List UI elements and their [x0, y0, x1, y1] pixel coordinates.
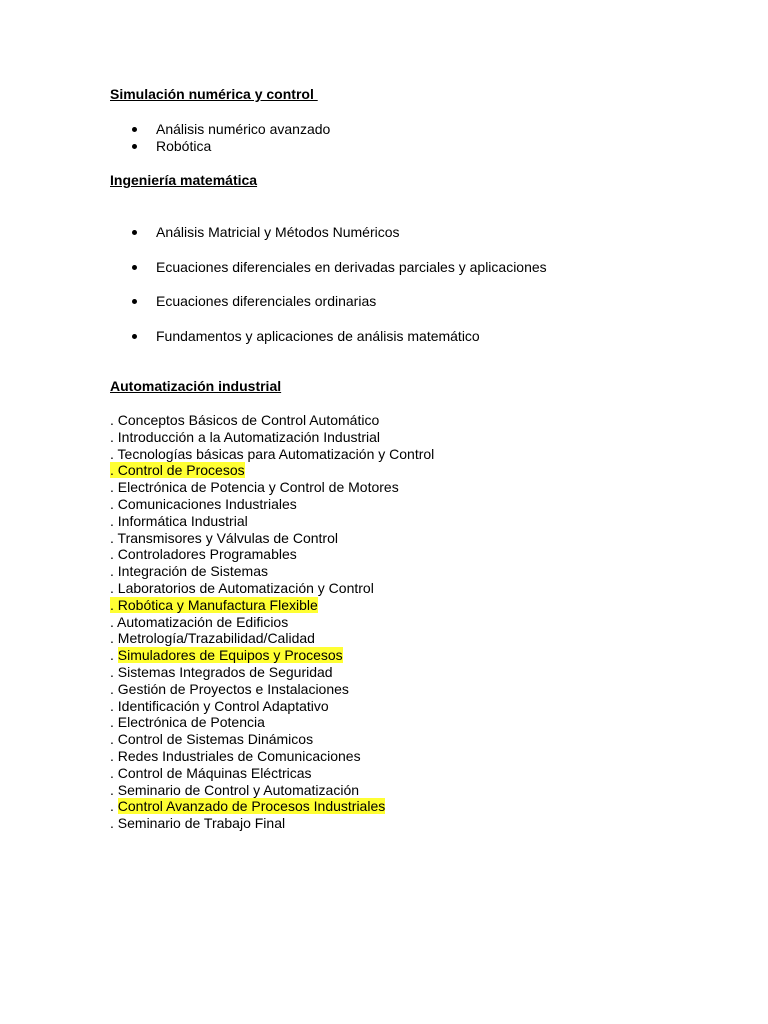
course-text	[110, 513, 248, 529]
course-text	[110, 446, 434, 462]
course-item	[110, 731, 434, 748]
course-text	[110, 681, 349, 697]
bullet-icon	[132, 265, 137, 270]
course-label: Control Avanzado de Procesos Industriales	[117, 798, 386, 815]
course-label: Conceptos Básicos de Control Automático	[117, 412, 380, 428]
course-item	[110, 664, 434, 681]
course-text	[110, 815, 285, 831]
course-prefix: .	[110, 495, 118, 512]
course-item	[110, 647, 434, 664]
section-heading-ingenieria: Ingeniería matemática	[110, 172, 258, 188]
course-text	[110, 479, 399, 495]
course-label: Gestión de Proyectos e Instalaciones	[117, 680, 349, 697]
course-prefix: .	[110, 613, 118, 630]
course-item	[110, 698, 434, 715]
course-prefix: .	[110, 647, 118, 664]
course-prefix: .	[110, 479, 118, 496]
course-item	[110, 546, 434, 563]
course-prefix: .	[110, 798, 118, 815]
course-label: Introducción a la Automatización Industrial	[117, 428, 381, 445]
course-text	[110, 530, 338, 546]
course-label: Seminario de Trabajo Final	[117, 815, 286, 832]
course-item	[110, 580, 434, 597]
document-page: Simulación numérica y control Análisis numérico avanzado Robótica Ingeniería matemática Análisis Matricial y Métodos Numéricos Ecuaciones diferenciales en derivadas parciales y aplicaciones Ecuaciones diferenciales ordinarias Fundamentos y aplicaciones de análisis matemático Automatización industrial . Conceptos Básicos de Control Automático . Introducción a la Automatización Industrial . Tecnologías básicas para Automatización y Control . Control de Procesos . Electrónica de Potencia y Control de Motores . Comunicaciones Industriales . Informática Industrial . Transmisores y Válvulas de Control . Controladores Programables . Integración de Sistemas . Laboratorios de Automatización y Control . Robótica y Manufactura Flexible . Automatización de Edificios . Metrología/Trazabilidad/Calidad . Simuladores de Equipos y Procesos . Sistemas Integrados de Seguridad . Gestión de Proyectos e Instalaciones . Identificación y Control Adaptativo . Electrónica de Potencia . Control de Sistemas Dinámicos . Redes Industriales de Comunicaciones . Control de Máquinas Eléctricas . Seminario de Control y Automatización . Control Avanzado de Procesos Industriales . Seminario de Trabajo Final	[110, 86, 547, 832]
course-item	[110, 782, 434, 799]
course-item	[110, 530, 434, 547]
course-text	[110, 429, 380, 445]
course-prefix: .	[110, 428, 118, 445]
course-prefix: .	[110, 579, 118, 596]
course-prefix: .	[110, 512, 118, 529]
bullet-icon	[132, 127, 137, 132]
course-label: Automatización de Edificios	[117, 613, 289, 630]
course-item	[110, 748, 434, 765]
course-text	[110, 731, 313, 747]
course-label: Redes Industriales de Comunicaciones	[117, 747, 361, 764]
course-prefix: .	[110, 630, 118, 647]
bullet-icon	[132, 144, 137, 149]
course-text	[110, 546, 297, 562]
course-label: Informática Industrial	[117, 512, 248, 529]
course-item	[110, 815, 434, 832]
course-highlight	[110, 462, 245, 478]
automatizacion-course-list	[110, 412, 434, 832]
bullet-icon	[132, 299, 137, 304]
course-prefix: .	[110, 445, 118, 462]
course-text	[110, 765, 312, 781]
course-prefix: .	[110, 546, 118, 563]
course-label: Comunicaciones Industriales	[117, 495, 297, 512]
course-prefix: .	[110, 747, 118, 764]
bullet-icon	[132, 230, 137, 235]
course-label: Sistemas Integrados de Seguridad	[117, 663, 333, 680]
course-prefix: .	[110, 462, 118, 479]
course-label: Integración de Sistemas	[117, 563, 268, 580]
course-text	[110, 496, 297, 512]
course-label: Controladores Programables	[117, 546, 297, 563]
course-text	[110, 614, 288, 630]
course-text	[110, 698, 329, 714]
course-label: Control de Máquinas Eléctricas	[117, 764, 312, 781]
course-label: Simuladores de Equipos y Procesos	[117, 647, 343, 664]
course-item	[110, 496, 434, 513]
course-label: Identificación y Control Adaptativo	[117, 697, 329, 714]
course-prefix: .	[110, 596, 118, 613]
course-label: Control de Sistemas Dinámicos	[117, 731, 314, 748]
course-highlight	[118, 798, 385, 814]
course-text	[110, 563, 268, 579]
course-item	[110, 614, 434, 631]
bullet-icon	[132, 334, 137, 339]
course-item	[110, 412, 434, 429]
course-prefix: .	[110, 529, 118, 546]
course-prefix: .	[110, 663, 118, 680]
course-prefix: .	[110, 563, 118, 580]
course-item	[110, 597, 434, 614]
course-text	[110, 630, 315, 646]
course-item	[110, 798, 434, 815]
course-prefix: .	[110, 764, 118, 781]
course-text	[110, 748, 361, 764]
course-label: Tecnologías básicas para Automatización y Control	[117, 445, 435, 462]
course-text	[110, 664, 333, 680]
course-prefix: .	[110, 714, 118, 731]
course-label: Seminario de Control y Automatización	[117, 781, 360, 798]
course-label: Laboratorios de Automatización y Control	[117, 579, 374, 596]
course-label: Electrónica de Potencia y Control de Motores	[117, 479, 399, 496]
course-item	[110, 630, 434, 647]
course-item	[110, 714, 434, 731]
course-prefix: .	[110, 781, 118, 798]
section-heading-simulacion: Simulación numérica y control	[110, 86, 318, 102]
course-item	[110, 765, 434, 782]
course-highlight	[110, 597, 318, 613]
course-text	[110, 580, 374, 596]
course-item	[110, 429, 434, 446]
course-text	[110, 714, 265, 730]
course-item	[110, 446, 434, 463]
course-item	[110, 462, 434, 479]
course-prefix: .	[110, 680, 118, 697]
course-prefix: .	[110, 697, 118, 714]
course-item	[110, 681, 434, 698]
course-label: Transmisores y Válvulas de Control	[117, 529, 338, 546]
course-prefix: .	[110, 731, 118, 748]
course-label: Control de Procesos	[117, 462, 245, 479]
course-prefix: .	[110, 412, 118, 428]
course-label: Robótica y Manufactura Flexible	[117, 596, 318, 613]
course-text	[110, 782, 359, 798]
course-text	[110, 412, 379, 428]
course-highlight	[118, 647, 343, 663]
course-label: Electrónica de Potencia	[117, 714, 265, 731]
course-prefix: .	[110, 815, 118, 832]
course-label: Metrología/Trazabilidad/Calidad	[117, 630, 315, 647]
course-item	[110, 479, 434, 496]
section-heading-automatizacion: Automatización industrial	[110, 378, 282, 394]
course-item	[110, 563, 434, 580]
course-item	[110, 513, 434, 530]
